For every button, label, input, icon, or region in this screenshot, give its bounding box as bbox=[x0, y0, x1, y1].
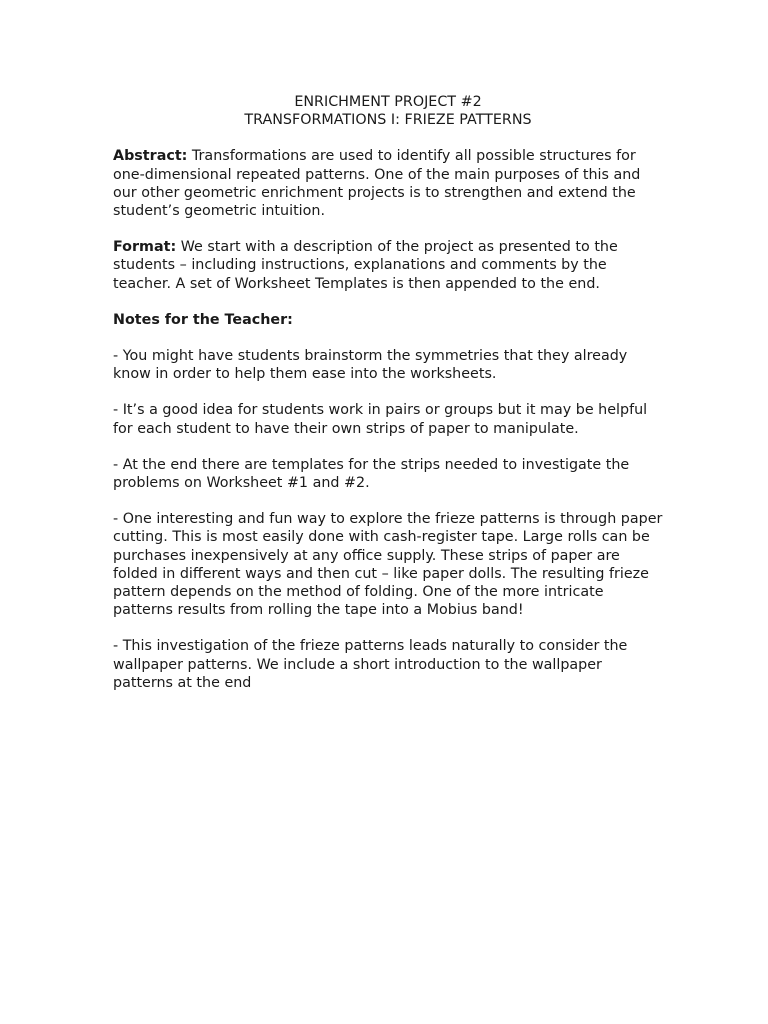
note-paragraph: - You might have students brainstorm the symmetries that they already know in order to help them ease into the worksheets. bbox=[113, 348, 628, 383]
format-label: Format: bbox=[113, 239, 177, 256]
note-paragraph: - It’s a good idea for students work in pairs or groups but it may be helpful for each student to have their own strips of paper to manipulate. bbox=[113, 402, 648, 437]
notes-heading: Notes for the Teacher: bbox=[113, 311, 293, 328]
format-paragraph bbox=[113, 238, 663, 293]
note-paragraph: - At the end there are templates for the strips needed to investigate the problems on Worksheet #1 and #2. bbox=[113, 456, 630, 492]
abstract-paragraph bbox=[113, 147, 663, 220]
format-text: We start with a description of the project as presented to the students – including instructions, explanations and comments by the teacher. A set of Worksheet Templates is then appended to the end. bbox=[113, 239, 618, 292]
document-title: ENRICHMENT PROJECT #2 bbox=[294, 94, 482, 110]
document-body bbox=[113, 93, 663, 710]
note-paragraph: - This investigation of the frieze patterns leads naturally to consider the wallpaper patterns. We include a short introduction to the wallpaper patterns at the end bbox=[113, 638, 628, 691]
document-subtitle: TRANSFORMATIONS I: FRIEZE PATTERNS bbox=[244, 112, 532, 129]
abstract-text: Transformations are used to identify all possible structures for one-dimensional repeated patterns. One of the main purposes of this and our other geometric enrichment projects is to strengthen and extend the student’s geometric intuition. bbox=[113, 148, 641, 220]
title-block bbox=[113, 93, 663, 129]
note-paragraph: - One interesting and fun way to explore the frieze patterns is through paper cutting. This is most easily done with cash-register tape. Large rolls can be purchases inexpensively at any office supply. These strips of paper are folded in different ways and then cut – like paper dolls. The resulting frieze pattern depends on the method of folding. One of the more intricate patterns results from rolling the tape into a Mobius band! bbox=[113, 511, 663, 619]
abstract-label: Abstract: bbox=[113, 148, 188, 165]
